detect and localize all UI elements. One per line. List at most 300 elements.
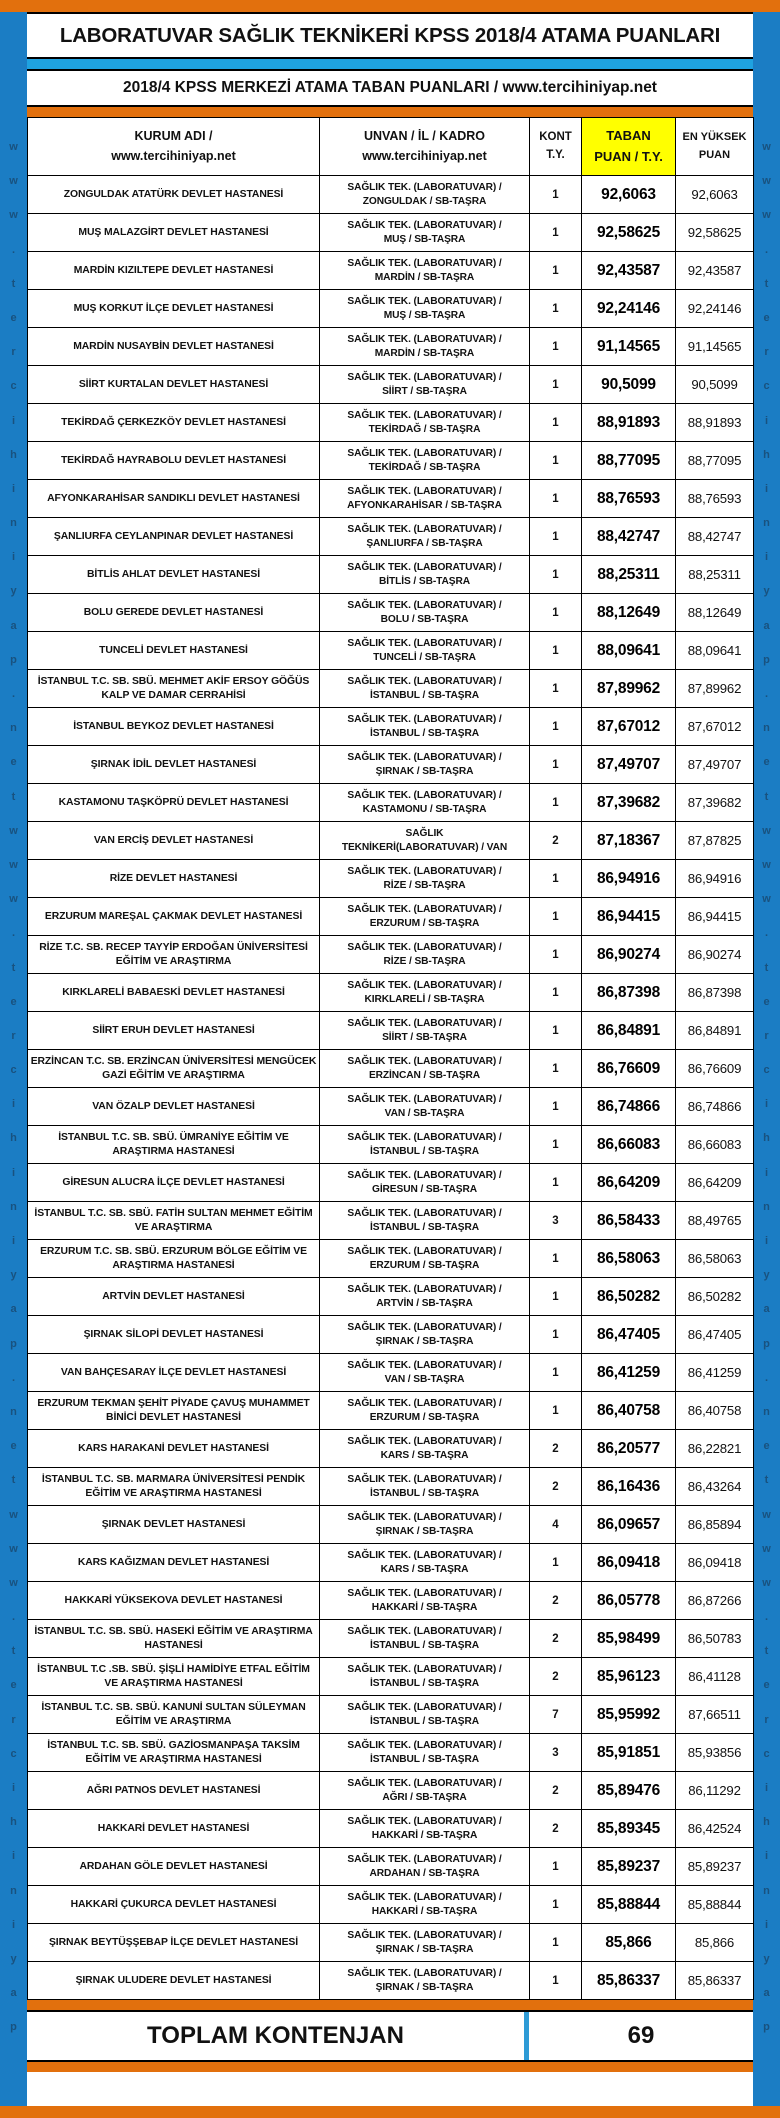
cell-taban-puan: 86,47405 (582, 1316, 676, 1354)
watermark-char: e (763, 311, 770, 324)
table-header (28, 118, 754, 176)
cell-kontenjan: 1 (530, 252, 582, 290)
cell-en-yuksek-puan: 88,91893 (676, 404, 754, 442)
unvan-line1: SAĞLIK TEK. (LABORATUVAR) / (347, 942, 502, 954)
cell-kontenjan: 1 (530, 556, 582, 594)
watermark-char: i (764, 1918, 769, 1931)
cell-unvan-il-kadro (320, 1012, 530, 1050)
cell-kurum-adi: TUNCELİ DEVLET HASTANESİ (28, 632, 320, 670)
cell-kontenjan: 1 (530, 214, 582, 252)
unvan-line1: SAĞLIK TEK. (LABORATUVAR) / (347, 296, 502, 308)
subtitle-divider-band (27, 107, 753, 117)
table-row (28, 1202, 754, 1240)
watermark-char: . (764, 688, 769, 700)
cell-kontenjan: 2 (530, 1430, 582, 1468)
unvan-line1: SAĞLIK TEK. (LABORATUVAR) / (347, 752, 502, 764)
table-header-row (28, 118, 754, 176)
cell-en-yuksek-puan: 90,5099 (676, 366, 754, 404)
cell-unvan-il-kadro (320, 670, 530, 708)
table-row (28, 518, 754, 556)
cell-en-yuksek-puan: 86,85894 (676, 1506, 754, 1544)
cell-kurum-adi: MARDİN NUSAYBİN DEVLET HASTANESİ (28, 328, 320, 366)
unvan-line2: HAKKARİ / SB-TAŞRA (371, 1905, 478, 1917)
cell-taban-puan: 86,20577 (582, 1430, 676, 1468)
cell-taban-puan: 92,24146 (582, 290, 676, 328)
cell-kurum-adi: İSTANBUL T.C. SB. MARMARA ÜNİVERSİTESİ PENDİK EĞİTİM VE ARAŞTIRMA HASTANESİ (28, 1468, 320, 1506)
watermark-char: a (763, 1987, 770, 2000)
cell-taban-puan: 88,12649 (582, 594, 676, 632)
table-row (28, 1810, 754, 1848)
cell-taban-puan: 86,41259 (582, 1354, 676, 1392)
unvan-line1: SAĞLIK TEK. (LABORATUVAR) / (347, 1550, 502, 1562)
cell-en-yuksek-puan: 86,47405 (676, 1316, 754, 1354)
unvan-line2: İSTANBUL / SB-TAŞRA (369, 1753, 480, 1765)
unvan-line1: SAĞLIK TEK. (LABORATUVAR) / (347, 220, 502, 232)
cell-kurum-adi: MUŞ KORKUT İLÇE DEVLET HASTANESİ (28, 290, 320, 328)
watermark-char: e (10, 756, 17, 769)
watermark-char: i (11, 1918, 16, 1931)
unvan-line2: TEKİRDAĞ / SB-TAŞRA (368, 461, 481, 473)
cell-kontenjan: 3 (530, 1734, 582, 1772)
cell-en-yuksek-puan: 86,50783 (676, 1620, 754, 1658)
cell-taban-puan: 91,14565 (582, 328, 676, 366)
unvan-line2: ŞIRNAK / SB-TAŞRA (375, 1981, 474, 1993)
cell-taban-puan: 92,43587 (582, 252, 676, 290)
cell-kurum-adi: HAKKARİ DEVLET HASTANESİ (28, 1810, 320, 1848)
cell-unvan-il-kadro (320, 1126, 530, 1164)
cell-kontenjan: 1 (530, 1924, 582, 1962)
cell-taban-puan: 86,58063 (582, 1240, 676, 1278)
table-row (28, 1620, 754, 1658)
watermark-char: i (764, 551, 769, 564)
watermark-char: t (764, 790, 769, 803)
table-row (28, 1012, 754, 1050)
watermark-char: i (11, 1235, 16, 1247)
cell-kontenjan: 1 (530, 708, 582, 746)
cell-unvan-il-kadro (320, 176, 530, 214)
unvan-line1: SAĞLIK TEK. (LABORATUVAR) / (347, 1436, 502, 1448)
unvan-line2: ŞIRNAK / SB-TAŞRA (375, 1943, 474, 1955)
cell-unvan-il-kadro (320, 860, 530, 898)
watermark-char: w (762, 858, 771, 871)
unvan-line2: ŞANLIURFA / SB-TAŞRA (366, 537, 483, 549)
watermark-char: h (763, 1132, 770, 1145)
cell-taban-puan: 88,77095 (582, 442, 676, 480)
enyuksek-header-line1: EN YÜKSEK (682, 131, 747, 144)
cell-kontenjan: 1 (530, 898, 582, 936)
watermark-char: y (763, 1269, 770, 1282)
cell-en-yuksek-puan: 92,24146 (676, 290, 754, 328)
unvan-line1: SAĞLIK TEK. (LABORATUVAR) / (347, 1398, 502, 1410)
kont-header-line1: KONT (539, 130, 572, 143)
cell-taban-puan: 86,87398 (582, 974, 676, 1012)
watermark-char: w (9, 824, 18, 837)
unvan-line2: TEKİRDAĞ / SB-TAŞRA (368, 423, 481, 435)
cell-taban-puan: 88,42747 (582, 518, 676, 556)
watermark-char: w (762, 1576, 771, 1589)
cell-kurum-adi: ŞIRNAK SİLOPİ DEVLET HASTANESİ (28, 1316, 320, 1354)
unvan-line2: BOLU / SB-TAŞRA (380, 613, 469, 625)
watermark-char: e (10, 1679, 17, 1692)
cell-taban-puan: 86,94415 (582, 898, 676, 936)
cell-unvan-il-kadro (320, 1772, 530, 1810)
column-header-kurum (28, 118, 320, 176)
table-row (28, 328, 754, 366)
watermark-char: c (763, 1747, 770, 1760)
table-row (28, 746, 754, 784)
watermark-char: n (10, 1884, 17, 1897)
watermark-char: p (10, 653, 17, 666)
cell-unvan-il-kadro (320, 1734, 530, 1772)
table-row (28, 1126, 754, 1164)
cell-taban-puan: 92,6063 (582, 176, 676, 214)
cell-taban-puan: 85,98499 (582, 1620, 676, 1658)
unvan-line2: MARDİN / SB-TAŞRA (374, 271, 475, 283)
watermark-char: e (10, 995, 17, 1008)
cell-kurum-adi: VAN ÖZALP DEVLET HASTANESİ (28, 1088, 320, 1126)
cell-kurum-adi: ŞIRNAK ULUDERE DEVLET HASTANESİ (28, 1962, 320, 2000)
watermark-char: w (9, 1542, 18, 1555)
unvan-line1: SAĞLIK TEK. (LABORATUVAR) / (347, 1360, 502, 1372)
unvan-line1: SAĞLIK TEK. (LABORATUVAR) / (347, 334, 502, 346)
table-row (28, 1506, 754, 1544)
cell-unvan-il-kadro (320, 556, 530, 594)
cell-kontenjan: 1 (530, 1088, 582, 1126)
unvan-line1: SAĞLIK TEK. (LABORATUVAR) / (347, 1056, 502, 1068)
cell-unvan-il-kadro (320, 1088, 530, 1126)
watermark-char: t (11, 277, 16, 290)
unvan-line1: SAĞLIK TEK. (LABORATUVAR) / (347, 1284, 502, 1296)
cell-taban-puan: 85,866 (582, 1924, 676, 1962)
unvan-line2: İSTANBUL / SB-TAŞRA (369, 1677, 480, 1689)
cell-en-yuksek-puan: 85,88844 (676, 1886, 754, 1924)
unvan-line1: SAĞLIK TEK. (LABORATUVAR) / (347, 1626, 502, 1638)
cell-unvan-il-kadro (320, 1278, 530, 1316)
watermark-char: t (11, 961, 16, 974)
cell-kontenjan: 1 (530, 404, 582, 442)
cell-en-yuksek-puan: 86,94916 (676, 860, 754, 898)
cell-taban-puan: 86,09418 (582, 1544, 676, 1582)
unvan-line1: SAĞLIK TEK. (LABORATUVAR) / (347, 904, 502, 916)
watermark-char: n (763, 722, 770, 735)
watermark-char: n (10, 517, 17, 530)
cell-taban-puan: 85,89237 (582, 1848, 676, 1886)
unvan-line2: ZONGULDAK / SB-TAŞRA (362, 195, 487, 207)
cell-kurum-adi: ŞIRNAK BEYTÜŞŞEBAP İLÇE DEVLET HASTANESİ (28, 1924, 320, 1962)
table-row (28, 670, 754, 708)
unvan-line2: KIRKLARELİ / SB-TAŞRA (364, 993, 485, 1005)
cell-kontenjan: 1 (530, 1278, 582, 1316)
cell-en-yuksek-puan: 86,66083 (676, 1126, 754, 1164)
cell-en-yuksek-puan: 86,76609 (676, 1050, 754, 1088)
watermark-char: n (763, 517, 770, 530)
cell-taban-puan: 87,49707 (582, 746, 676, 784)
unvan-line1: SAĞLIK TEK. (LABORATUVAR) / (347, 1702, 502, 1714)
title-divider-band (27, 59, 753, 69)
unvan-line1: SAĞLIK TEK. (LABORATUVAR) / (347, 182, 502, 194)
cell-kurum-adi: TEKİRDAĞ ÇERKEZKÖY DEVLET HASTANESİ (28, 404, 320, 442)
cell-kurum-adi: İSTANBUL T.C. SB. SBÜ. MEHMET AKİF ERSOY GÖĞÜS KALP VE DAMAR CERRAHİSİ (28, 670, 320, 708)
unvan-line2: BİTLİS / SB-TAŞRA (379, 575, 470, 587)
unvan-line2: İSTANBUL / SB-TAŞRA (369, 1715, 480, 1727)
cell-en-yuksek-puan: 86,41259 (676, 1354, 754, 1392)
unvan-line2: HAKKARİ / SB-TAŞRA (371, 1601, 478, 1613)
watermark-char: t (764, 277, 769, 290)
cell-kurum-adi: İSTANBUL T.C. SB. SBÜ. HASEKİ EĞİTİM VE ARAŞTIRMA HASTANESİ (28, 1620, 320, 1658)
table-row (28, 176, 754, 214)
watermark-char: c (10, 380, 17, 393)
cell-en-yuksek-puan: 92,6063 (676, 176, 754, 214)
cell-taban-puan: 85,96123 (582, 1658, 676, 1696)
cell-unvan-il-kadro (320, 632, 530, 670)
table-row (28, 632, 754, 670)
table-row (28, 1164, 754, 1202)
unvan-line2: ARDAHAN / SB-TAŞRA (369, 1867, 480, 1879)
watermark-char: r (11, 1029, 16, 1042)
watermark-char: . (11, 688, 16, 700)
cell-kurum-adi: AFYONKARAHİSAR SANDIKLI DEVLET HASTANESİ (28, 480, 320, 518)
unvan-line2: RİZE / SB-TAŞRA (383, 955, 466, 967)
cell-unvan-il-kadro (320, 442, 530, 480)
cell-taban-puan: 85,95992 (582, 1696, 676, 1734)
cell-kontenjan: 1 (530, 784, 582, 822)
cell-kontenjan: 1 (530, 670, 582, 708)
cell-en-yuksek-puan: 87,89962 (676, 670, 754, 708)
watermark-char: i (11, 1782, 16, 1794)
cell-kurum-adi: İSTANBUL BEYKOZ DEVLET HASTANESİ (28, 708, 320, 746)
table-row (28, 1392, 754, 1430)
unvan-line1: SAĞLIK TEK. (LABORATUVAR) / (347, 638, 502, 650)
cell-taban-puan: 87,67012 (582, 708, 676, 746)
unvan-line2: İSTANBUL / SB-TAŞRA (369, 727, 480, 739)
cell-kontenjan: 1 (530, 366, 582, 404)
cell-kontenjan: 7 (530, 1696, 582, 1734)
unvan-line1: SAĞLIK TEK. (LABORATUVAR) / (347, 1512, 502, 1524)
cell-unvan-il-kadro (320, 1962, 530, 2000)
unvan-line2: ŞIRNAK / SB-TAŞRA (375, 765, 474, 777)
watermark-char: h (10, 1816, 17, 1829)
unvan-line1: SAĞLIK TEK. (LABORATUVAR) / (347, 562, 502, 574)
table-row (28, 1582, 754, 1620)
watermark-char: e (763, 995, 770, 1008)
cell-taban-puan: 86,09657 (582, 1506, 676, 1544)
unvan-line2: RİZE / SB-TAŞRA (383, 879, 466, 891)
cell-kurum-adi: ERZURUM MAREŞAL ÇAKMAK DEVLET HASTANESİ (28, 898, 320, 936)
table-row (28, 1240, 754, 1278)
unvan-line2: ERZURUM / SB-TAŞRA (369, 917, 480, 929)
cell-unvan-il-kadro (320, 1696, 530, 1734)
watermark-char: c (763, 380, 770, 393)
cell-kontenjan: 2 (530, 1620, 582, 1658)
column-header-taban-puan (582, 118, 676, 176)
cell-taban-puan: 86,64209 (582, 1164, 676, 1202)
cell-en-yuksek-puan: 86,43264 (676, 1468, 754, 1506)
cell-kontenjan: 1 (530, 936, 582, 974)
cell-unvan-il-kadro (320, 290, 530, 328)
cell-en-yuksek-puan: 87,87825 (676, 822, 754, 860)
watermark-char: r (11, 1713, 16, 1726)
cell-en-yuksek-puan: 86,94415 (676, 898, 754, 936)
watermark-char: w (762, 893, 771, 906)
watermark-char: . (11, 1611, 16, 1624)
cell-unvan-il-kadro (320, 1886, 530, 1924)
page-title-text: LABORATUVAR SAĞLIK TEKNİKERİ KPSS 2018/4 ATAMA PUANLARI (59, 23, 721, 47)
cell-taban-puan: 86,50282 (582, 1278, 676, 1316)
table-row (28, 708, 754, 746)
unvan-line1: SAĞLIK TEK. (LABORATUVAR) / (347, 1208, 502, 1220)
kurum-header-line2: www.tercihiniyap.net (111, 148, 236, 163)
cell-en-yuksek-puan: 88,42747 (676, 518, 754, 556)
unvan-line2: ERZURUM / SB-TAŞRA (369, 1411, 480, 1423)
table-row (28, 1962, 754, 2000)
watermark-char: y (10, 585, 17, 598)
watermark-char: i (11, 551, 16, 564)
cell-taban-puan: 88,25311 (582, 556, 676, 594)
cell-taban-puan: 86,90274 (582, 936, 676, 974)
cell-en-yuksek-puan: 86,40758 (676, 1392, 754, 1430)
cell-kurum-adi: SİİRT KURTALAN DEVLET HASTANESİ (28, 366, 320, 404)
cell-kurum-adi: MARDİN KIZILTEPE DEVLET HASTANESİ (28, 252, 320, 290)
unvan-line2: AFYONKARAHİSAR / SB-TAŞRA (347, 499, 502, 511)
cell-kontenjan: 1 (530, 442, 582, 480)
cell-kurum-adi: ŞANLIURFA CEYLANPINAR DEVLET HASTANESİ (28, 518, 320, 556)
cell-unvan-il-kadro (320, 480, 530, 518)
cell-kurum-adi: ERZİNCAN T.C. SB. ERZİNCAN ÜNİVERSİTESİ MENGÜCEK GAZİ EĞİTİM VE ARAŞTIRMA (28, 1050, 320, 1088)
footer-divider-band (27, 2000, 753, 2010)
cell-kurum-adi: KARS KAĞIZMAN DEVLET HASTANESİ (28, 1544, 320, 1582)
cell-kontenjan: 1 (530, 1316, 582, 1354)
cell-en-yuksek-puan: 92,43587 (676, 252, 754, 290)
cell-kontenjan: 1 (530, 1050, 582, 1088)
unvan-line2: İSTANBUL / SB-TAŞRA (369, 1487, 480, 1499)
watermark-char: i (764, 1235, 769, 1247)
cell-taban-puan: 90,5099 (582, 366, 676, 404)
unvan-line2: KASTAMONU / SB-TAŞRA (362, 803, 487, 815)
table-row (28, 1696, 754, 1734)
cell-kontenjan: 1 (530, 480, 582, 518)
cell-unvan-il-kadro (320, 1050, 530, 1088)
cell-unvan-il-kadro (320, 1810, 530, 1848)
cell-kurum-adi: ARDAHAN GÖLE DEVLET HASTANESİ (28, 1848, 320, 1886)
cell-kontenjan: 1 (530, 1240, 582, 1278)
cell-en-yuksek-puan: 86,74866 (676, 1088, 754, 1126)
cell-taban-puan: 86,76609 (582, 1050, 676, 1088)
watermark-char: p (763, 2021, 770, 2034)
unvan-line1: SAĞLIK TEK. (LABORATUVAR) / (347, 1170, 502, 1182)
cell-taban-puan: 88,76593 (582, 480, 676, 518)
unvan-line1: SAĞLIK TEK. (LABORATUVAR) / (347, 372, 502, 384)
cell-taban-puan: 88,91893 (582, 404, 676, 442)
unvan-line2: TEKNİKERİ(LABORATUVAR) / VAN (341, 841, 508, 853)
cell-unvan-il-kadro (320, 328, 530, 366)
footer-bottom-band (27, 2062, 753, 2072)
cell-kontenjan: 2 (530, 822, 582, 860)
cell-en-yuksek-puan: 87,66511 (676, 1696, 754, 1734)
unvan-line1: SAĞLIK TEK. (LABORATUVAR) / (347, 980, 502, 992)
cell-en-yuksek-puan: 86,84891 (676, 1012, 754, 1050)
unvan-line2: SİİRT / SB-TAŞRA (382, 1031, 467, 1043)
cell-kontenjan: 1 (530, 632, 582, 670)
cell-kurum-adi: RİZE T.C. SB. RECEP TAYYİP ERDOĞAN ÜNİVERSİTESİ EĞİTİM VE ARAŞTIRMA (28, 936, 320, 974)
cell-kontenjan: 1 (530, 974, 582, 1012)
cell-unvan-il-kadro (320, 1582, 530, 1620)
cell-kontenjan: 1 (530, 1164, 582, 1202)
watermark-char: w (762, 209, 771, 222)
cell-unvan-il-kadro (320, 252, 530, 290)
watermark-char: h (763, 1816, 770, 1829)
watermark-char: r (764, 1713, 769, 1726)
unvan-line1: SAĞLIK TEK. (LABORATUVAR) / (347, 1246, 502, 1258)
cell-en-yuksek-puan: 86,58063 (676, 1240, 754, 1278)
cell-kurum-adi: İSTANBUL T.C .SB. SBÜ. ŞİŞLİ HAMİDİYE ETFAL EĞİTİM VE ARAŞTIRMA HASTANESİ (28, 1658, 320, 1696)
unvan-line2: İSTANBUL / SB-TAŞRA (369, 1145, 480, 1157)
cell-en-yuksek-puan: 86,41128 (676, 1658, 754, 1696)
watermark-char: y (10, 1952, 17, 1965)
table-row (28, 1544, 754, 1582)
cell-unvan-il-kadro (320, 936, 530, 974)
watermark-char: h (10, 448, 17, 461)
table-row (28, 1848, 754, 1886)
page-title (27, 12, 753, 59)
unvan-line2: AĞRI / SB-TAŞRA (382, 1791, 467, 1803)
cell-kurum-adi: MUŞ MALAZGİRT DEVLET HASTANESİ (28, 214, 320, 252)
frame-bottom-band (0, 2106, 780, 2118)
cell-kurum-adi: BİTLİS AHLAT DEVLET HASTANESİ (28, 556, 320, 594)
unvan-line2: MARDİN / SB-TAŞRA (374, 347, 475, 359)
table-row (28, 1886, 754, 1924)
cell-kontenjan: 3 (530, 1202, 582, 1240)
watermark-char: w (9, 209, 18, 222)
cell-kurum-adi: TEKİRDAĞ HAYRABOLU DEVLET HASTANESİ (28, 442, 320, 480)
cell-unvan-il-kadro (320, 1392, 530, 1430)
cell-unvan-il-kadro (320, 214, 530, 252)
watermark-char: h (10, 1132, 17, 1145)
watermark-char: t (11, 1645, 16, 1658)
watermark-char: w (762, 1542, 771, 1555)
unvan-line1: SAĞLIK TEK. (LABORATUVAR) / (347, 1664, 502, 1676)
watermark-char: w (9, 175, 18, 188)
cell-en-yuksek-puan: 88,49765 (676, 1202, 754, 1240)
unvan-line1: SAĞLIK TEK. (LABORATUVAR) / (347, 1778, 502, 1790)
cell-taban-puan: 87,18367 (582, 822, 676, 860)
cell-en-yuksek-puan: 86,11292 (676, 1772, 754, 1810)
watermark-char: t (764, 1645, 769, 1658)
cell-kurum-adi: RİZE DEVLET HASTANESİ (28, 860, 320, 898)
cell-unvan-il-kadro (320, 404, 530, 442)
cell-en-yuksek-puan: 86,87398 (676, 974, 754, 1012)
unvan-line1: SAĞLIK TEK. (LABORATUVAR) / (347, 1968, 502, 1980)
watermark-char: w (9, 1576, 18, 1589)
cell-kurum-adi: BOLU GEREDE DEVLET HASTANESİ (28, 594, 320, 632)
cell-en-yuksek-puan: 92,58625 (676, 214, 754, 252)
watermark-char: r (764, 346, 769, 359)
cell-unvan-il-kadro (320, 594, 530, 632)
cell-kurum-adi: KARS HARAKANİ DEVLET HASTANESİ (28, 1430, 320, 1468)
cell-en-yuksek-puan: 87,39682 (676, 784, 754, 822)
unvan-line2: VAN / SB-TAŞRA (384, 1373, 465, 1385)
cell-kontenjan: 1 (530, 1544, 582, 1582)
cell-kontenjan: 1 (530, 290, 582, 328)
table-row (28, 594, 754, 632)
table-row (28, 936, 754, 974)
watermark-char: p (763, 653, 770, 666)
cell-unvan-il-kadro (320, 1924, 530, 1962)
taban-header-line1: TABAN (606, 128, 651, 144)
cell-en-yuksek-puan: 85,89237 (676, 1848, 754, 1886)
watermark-char: w (9, 141, 18, 153)
cell-taban-puan: 85,89476 (582, 1772, 676, 1810)
watermark-char: w (762, 1508, 771, 1521)
